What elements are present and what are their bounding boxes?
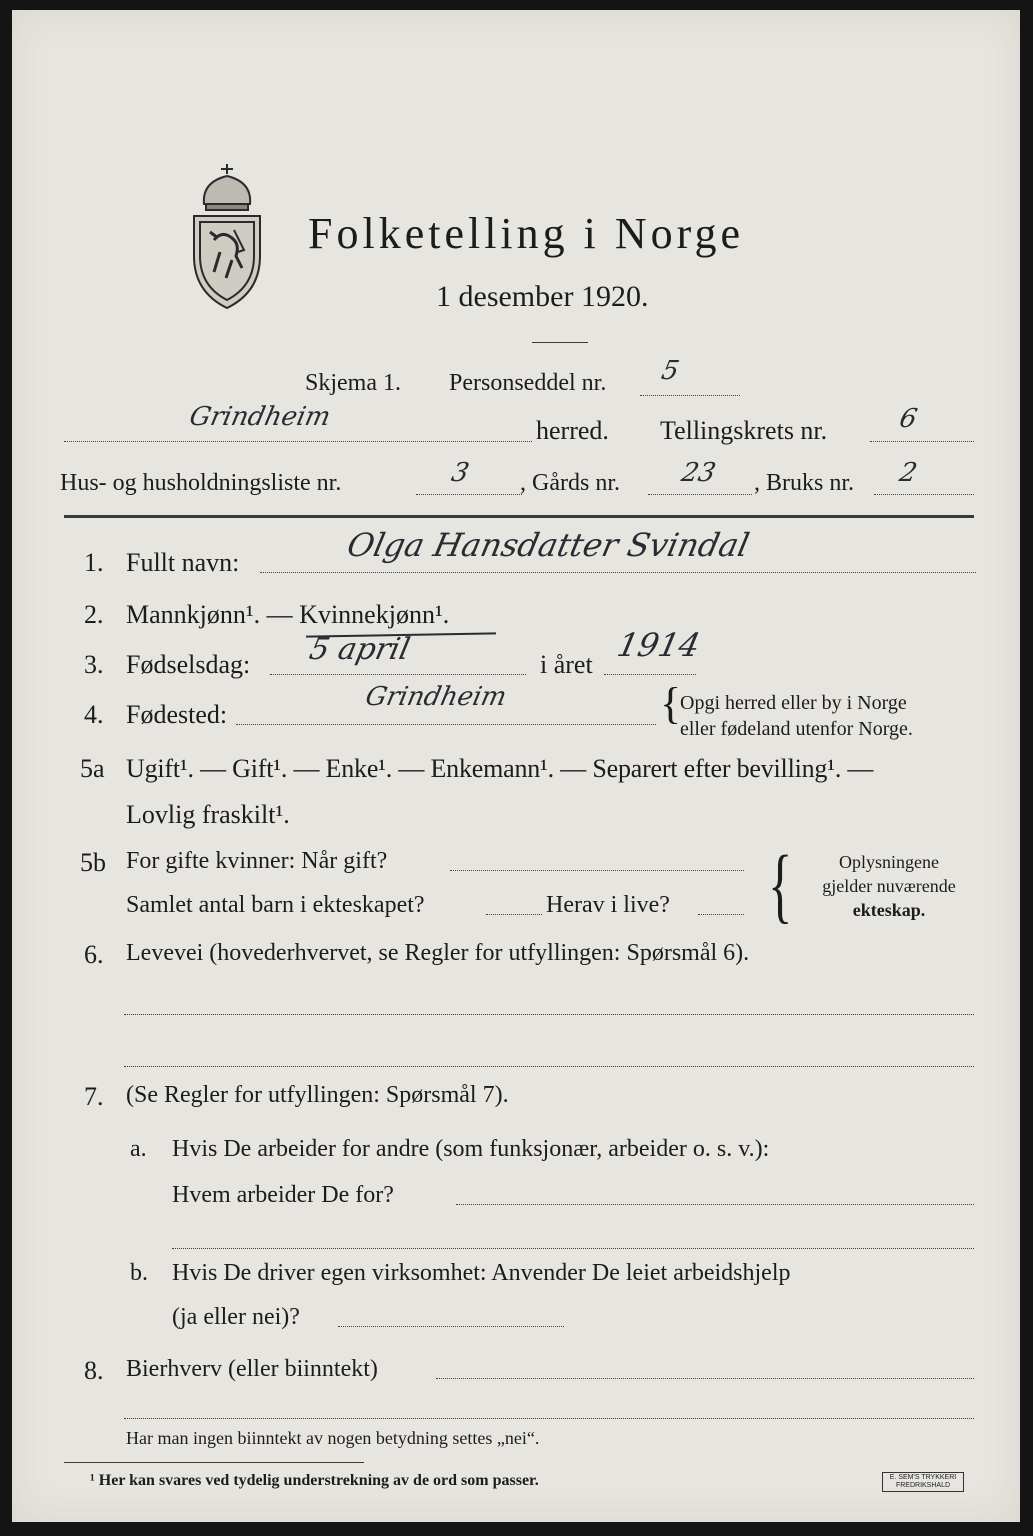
q2-number: 2. [84, 600, 104, 629]
q5b-children-line [486, 914, 542, 915]
bruks-value[interactable]: 2 [896, 458, 920, 488]
herred-label: herred. [536, 416, 609, 445]
full-name-value[interactable]: Olga Hansdatter Svindal [343, 526, 753, 564]
q8-label: Bierhverv (eller biinntekt) [126, 1356, 378, 1382]
q7a-line1: Hvis De arbeider for andre (som funksjonær, arbeider o. s. v.): [172, 1136, 770, 1162]
stamp-line1: E. SEM'S TRYKKERI [889, 1474, 957, 1481]
tellingskrets-value[interactable]: 6 [896, 404, 920, 434]
q5b-alive-line [698, 914, 744, 915]
q4-note-line2: eller fødeland utenfor Norge. [680, 718, 913, 740]
q5a-number: 5a [80, 754, 105, 783]
q5b-married-line [450, 870, 744, 871]
herred-value[interactable]: Grindheim [186, 402, 334, 432]
q4-note-line1: Opgi herred eller by i Norge [680, 692, 907, 714]
q7-label: (Se Regler for utfyllingen: Spørsmål 7). [126, 1082, 509, 1108]
q7-number: 7. [84, 1082, 104, 1111]
title-divider [532, 342, 588, 343]
q5b-children-label: Samlet antal barn i ekteskapet? [126, 892, 425, 918]
tellingskrets-line [870, 441, 974, 442]
q3-number: 3. [84, 650, 104, 679]
personseddel-value[interactable]: 5 [658, 356, 682, 386]
q7a-line2: Hvem arbeider De for? [172, 1182, 394, 1208]
birth-year-value[interactable]: 1914 [613, 626, 704, 664]
q5b-note1: Oplysningene [839, 852, 939, 872]
q7b-answer-line [338, 1326, 564, 1327]
q5b-alive-label: Herav i live? [546, 892, 670, 918]
gards-line [648, 494, 752, 495]
q7b-line2: (ja eller nei)? [172, 1304, 300, 1330]
tellingskrets-label: Tellingskrets nr. [660, 416, 828, 445]
bruks-label: , Bruks nr. [754, 470, 855, 496]
herred-line [64, 441, 532, 442]
gards-label: , Gårds nr. [520, 470, 620, 496]
q8-extra-line [124, 1418, 974, 1419]
q6-line1 [124, 1014, 974, 1015]
census-form [12, 10, 1020, 1522]
personseddel-label: Personseddel nr. [449, 370, 607, 396]
hus-value[interactable]: 3 [448, 458, 472, 488]
gards-value[interactable]: 23 [678, 458, 719, 488]
printer-stamp [882, 1472, 964, 1492]
q5b-brace: { [768, 839, 793, 932]
q5a-line1: Ugift¹. — Gift¹. — Enke¹. — Enkemann¹. — Separert efter bevilling¹. — [126, 754, 874, 783]
q1-line [260, 572, 976, 573]
q5b-note2: gjelder nuværende [822, 876, 956, 896]
birthplace-value[interactable]: Grindheim [362, 682, 510, 712]
q6-number: 6. [84, 940, 104, 969]
header-divider [64, 515, 974, 518]
hus-line [416, 494, 522, 495]
birth-day-value[interactable]: 5 april [306, 632, 413, 667]
stamp-line2: FREDRIKSHALD [895, 1482, 951, 1489]
form-date: 1 desember 1920. [436, 280, 649, 313]
q4-label: Fødested: [126, 700, 228, 729]
q5b-line1: For gifte kvinner: Når gift? [126, 848, 388, 874]
q6-line2 [124, 1066, 974, 1067]
q6-label: Levevei (hovederhvervet, se Regler for utfyllingen: Spørsmål 6). [126, 940, 750, 966]
coat-of-arms-icon [184, 160, 270, 312]
q4-line [236, 724, 656, 725]
q4-number: 4. [84, 700, 104, 729]
q4-brace: { [660, 679, 682, 728]
q3-year-label: i året [540, 650, 593, 679]
form-title: Folketelling i Norge [308, 209, 745, 258]
q8-answer-line [436, 1378, 974, 1379]
q2-label: Mannkjønn¹. — Kvinnekjønn¹. [126, 600, 450, 629]
q3-year-line [604, 674, 696, 675]
personseddel-line [640, 395, 740, 396]
bruks-line [874, 494, 974, 495]
q7a-answer-line [456, 1204, 974, 1205]
q5a-line2: Lovlig fraskilt¹. [126, 800, 290, 829]
footnote: ¹ Her kan svares ved tydelig understrekning av de ord som passer. [90, 1472, 539, 1489]
hus-label: Hus- og husholdningsliste nr. [60, 470, 342, 496]
q8-note: Har man ingen biinntekt av nogen betydning settes „nei“. [126, 1428, 540, 1448]
skjema-label: Skjema 1. [305, 370, 401, 396]
footnote-divider [64, 1462, 364, 1463]
q7a-letter: a. [130, 1136, 147, 1162]
q3-label: Fødselsdag: [126, 650, 251, 679]
q8-number: 8. [84, 1356, 104, 1385]
q1-label: Fullt navn: [126, 548, 240, 577]
q7a-extra-line [172, 1248, 974, 1249]
q3-day-line [270, 674, 526, 675]
q1-number: 1. [84, 548, 104, 577]
q5b-number: 5b [80, 848, 106, 877]
q7b-letter: b. [130, 1260, 148, 1286]
q7b-line1: Hvis De driver egen virksomhet: Anvender De leiet arbeidshjelp [172, 1260, 791, 1286]
q5b-note3: ekteskap. [852, 900, 926, 920]
